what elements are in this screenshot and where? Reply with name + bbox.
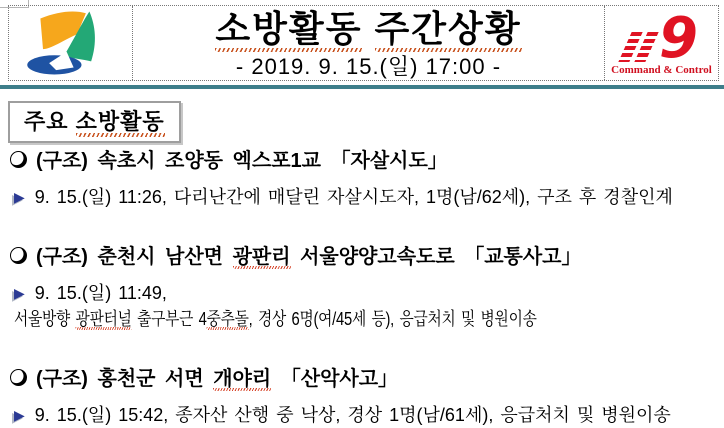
incident-list (10, 146, 720, 428)
detail-text (14, 306, 537, 332)
title-word-1: 소방활동 (215, 8, 362, 52)
circle-bullet-icon (10, 369, 27, 386)
title-word-2: 주간상황 (375, 8, 522, 52)
incident-title-line (10, 242, 720, 272)
section-title-box (8, 101, 181, 143)
119-digit-9: 9 (659, 6, 698, 71)
incident-title-segment: 「산악사고」 (271, 368, 399, 390)
incident-detail-line (10, 184, 720, 210)
detail-time: 9. 15.(일) 11:26, (34, 187, 174, 207)
triangle-bullet-icon: ▶ (14, 407, 25, 423)
incident-title-segment: 서울양양고속도로 「교통사고」 (290, 246, 582, 268)
detail-text (175, 405, 671, 425)
circle-bullet-icon (10, 247, 27, 264)
detail-text-segment: , 경상 6명(여/45세 등), 응급처치 및 병원이송 (248, 309, 537, 329)
report-header (8, 5, 719, 81)
incident-group (10, 146, 720, 210)
title-block (133, 6, 604, 80)
gangwon-logo-cell (9, 6, 133, 80)
detail-text-segment: 서울방향 (14, 309, 76, 329)
section-title-prefix: 주요 (24, 109, 76, 134)
triangle-bullet-icon: ▶ (14, 285, 25, 301)
report-datetime: - 2019. 9. 15.(일) 17:00 - (235, 54, 502, 79)
incident-group (10, 364, 720, 428)
triangle-bullet-icon: ▶ (14, 189, 25, 205)
incident-detail-line (10, 402, 720, 428)
badge-119-cell (604, 6, 718, 80)
incident-title-segment: (구조) 홍천군 서면 (36, 368, 214, 390)
incident-group (10, 242, 720, 332)
incident-detail-line (10, 280, 720, 332)
section-title-highlight: 소방활동 (76, 109, 165, 137)
detail-text (174, 187, 673, 207)
incident-title-line (10, 146, 720, 176)
detail-text-segment: 출구부근 4 (131, 309, 207, 329)
teal-divider (0, 85, 724, 89)
incident-title-segment: (구조) 속초시 조양동 엑스포1교 「자살시도」 (36, 150, 448, 172)
gangwon-province-logo-icon (19, 8, 123, 78)
detail-text-segment: 광판터널 (75, 309, 132, 329)
detail-text-segment: 다리난간에 매달린 자살시도자, 1명(남/62세), 구조 후 경찰인계 (173, 187, 673, 207)
incident-title-segment: (구조) 춘천시 남산면 (36, 246, 233, 268)
circle-bullet-icon (10, 151, 27, 168)
detail-time: 9. 15.(일) 15:42, (34, 405, 176, 425)
badge-119-caption: Command & Control (611, 64, 712, 76)
incident-title-segment: 광판리 (232, 246, 291, 268)
detail-text-segment: 중추돌 (206, 309, 249, 329)
incident-title-line (10, 364, 720, 394)
page-title (133, 9, 604, 49)
detail-time: 9. 15.(일) 11:49, (34, 283, 174, 303)
incident-title-segment: 개야리 (213, 368, 272, 390)
badge-119-icon (625, 6, 698, 71)
detail-text-segment: 종자산 산행 중 낙상, 경상 1명(남/61세), 응급처치 및 병원이송 (175, 405, 671, 425)
